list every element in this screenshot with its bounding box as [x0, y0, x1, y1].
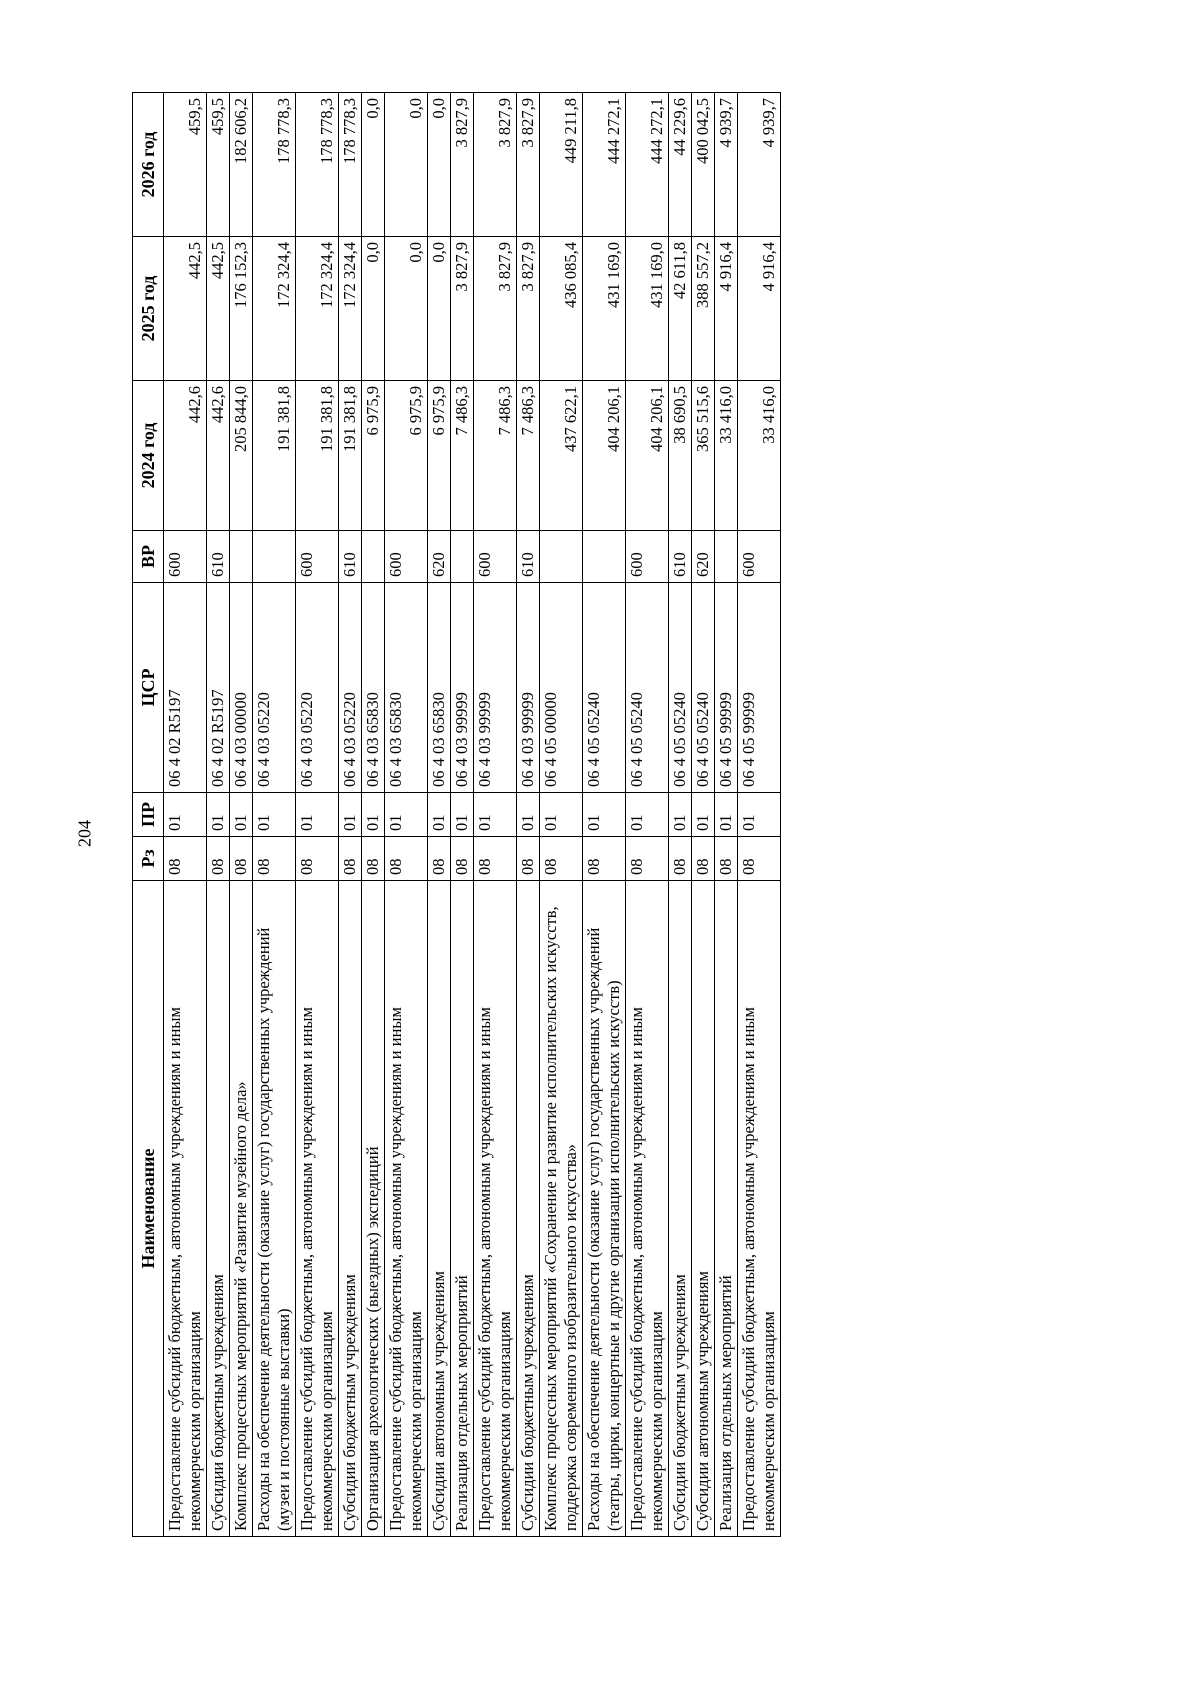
cell-rz: 08: [540, 837, 583, 881]
table-row: [385, 93, 428, 1537]
cell-y2026: 44 229,6: [669, 93, 692, 237]
cell-y2024: 404 206,1: [626, 381, 669, 531]
cell-name: Предоставление субсидий бюджетным, автономным учреждениям и иным некоммерческим организациям: [164, 881, 207, 1537]
cell-name: Комплекс процессных мероприятий «Сохранение и развитие исполнительских искусств, поддержка современного изобразительного искусства»: [540, 881, 583, 1537]
cell-y2026: 182 606,2: [230, 93, 253, 237]
cell-csr: 06 4 03 05220: [339, 583, 362, 793]
cell-pr: 01: [296, 793, 339, 837]
column-header: ПР: [133, 793, 164, 837]
budget-table-container: [132, 93, 1076, 1537]
cell-y2025: 172 324,4: [339, 237, 362, 381]
cell-vr: [715, 531, 738, 583]
cell-name: Реализация отдельных мероприятий: [715, 881, 738, 1537]
table-row: [451, 93, 474, 1537]
cell-y2024: 7 486,3: [517, 381, 540, 531]
cell-rz: 08: [296, 837, 339, 881]
cell-vr: 620: [428, 531, 451, 583]
cell-csr: 06 4 02 R5197: [164, 583, 207, 793]
table-row: [626, 93, 669, 1537]
cell-pr: 01: [385, 793, 428, 837]
table-row: [715, 93, 738, 1537]
cell-y2024: 442,6: [207, 381, 230, 531]
cell-rz: 08: [583, 837, 626, 881]
cell-y2025: 442,5: [164, 237, 207, 381]
cell-y2025: 0,0: [385, 237, 428, 381]
cell-rz: 08: [451, 837, 474, 881]
cell-pr: 01: [738, 793, 781, 837]
cell-y2026: 444 272,1: [626, 93, 669, 237]
cell-csr: 06 4 03 05220: [253, 583, 296, 793]
cell-name: Предоставление субсидий бюджетным, автономным учреждениям и иным некоммерческим организациям: [474, 881, 517, 1537]
cell-name: Комплекс процессных мероприятий «Развитие музейного дела»: [230, 881, 253, 1537]
cell-rz: 08: [738, 837, 781, 881]
table-row: [339, 93, 362, 1537]
cell-name: Организация археологических (выездных) экспедиций: [362, 881, 385, 1537]
cell-csr: 06 4 03 99999: [474, 583, 517, 793]
cell-name: Субсидии бюджетным учреждениям: [207, 881, 230, 1537]
table-row: [362, 93, 385, 1537]
cell-name: Субсидии бюджетным учреждениям: [517, 881, 540, 1537]
cell-y2024: 7 486,3: [474, 381, 517, 531]
cell-y2026: 0,0: [385, 93, 428, 237]
cell-rz: 08: [428, 837, 451, 881]
cell-vr: [230, 531, 253, 583]
cell-name: Предоставление субсидий бюджетным, автономным учреждениям и иным некоммерческим организациям: [385, 881, 428, 1537]
table-row: [517, 93, 540, 1537]
cell-y2025: 431 169,0: [626, 237, 669, 381]
cell-y2024: 205 844,0: [230, 381, 253, 531]
cell-name: Субсидии автономным учреждениям: [428, 881, 451, 1537]
cell-vr: 600: [738, 531, 781, 583]
cell-y2025: 4 916,4: [715, 237, 738, 381]
table-row: [207, 93, 230, 1537]
page-number: 204: [74, 820, 95, 847]
cell-y2024: 33 416,0: [715, 381, 738, 531]
column-header: Наименование: [133, 881, 164, 1537]
cell-rz: 08: [692, 837, 715, 881]
cell-y2025: 388 557,2: [692, 237, 715, 381]
cell-rz: 08: [164, 837, 207, 881]
cell-y2024: 365 515,6: [692, 381, 715, 531]
cell-y2026: 0,0: [428, 93, 451, 237]
table-row: [669, 93, 692, 1537]
cell-csr: 06 4 05 05240: [583, 583, 626, 793]
column-header: ВР: [133, 531, 164, 583]
table-row: [296, 93, 339, 1537]
cell-y2026: 0,0: [362, 93, 385, 237]
cell-pr: 01: [362, 793, 385, 837]
table-row: [583, 93, 626, 1537]
table-header-row: [133, 93, 164, 1537]
cell-y2026: 444 272,1: [583, 93, 626, 237]
cell-y2025: 0,0: [428, 237, 451, 381]
table-row: [540, 93, 583, 1537]
cell-pr: 01: [207, 793, 230, 837]
cell-csr: 06 4 05 05240: [626, 583, 669, 793]
cell-y2026: 178 778,3: [296, 93, 339, 237]
cell-y2026: 3 827,9: [474, 93, 517, 237]
cell-rz: 08: [669, 837, 692, 881]
cell-y2026: 449 211,8: [540, 93, 583, 237]
cell-y2026: 459,5: [164, 93, 207, 237]
column-header: 2026 год: [133, 93, 164, 237]
cell-vr: 600: [474, 531, 517, 583]
cell-rz: 08: [715, 837, 738, 881]
cell-y2024: 33 416,0: [738, 381, 781, 531]
column-header: ЦСР: [133, 583, 164, 793]
cell-vr: 600: [164, 531, 207, 583]
table-row: [253, 93, 296, 1537]
cell-y2026: 178 778,3: [253, 93, 296, 237]
cell-pr: 01: [230, 793, 253, 837]
cell-pr: 01: [428, 793, 451, 837]
cell-rz: 08: [230, 837, 253, 881]
table-body: [164, 93, 781, 1537]
column-header: 2024 год: [133, 381, 164, 531]
cell-pr: 01: [583, 793, 626, 837]
cell-name: Расходы на обеспечение деятельности (оказание услуг) государственных учреждений (музеи и постоянные выставки): [253, 881, 296, 1537]
cell-pr: 01: [626, 793, 669, 837]
cell-csr: 06 4 05 99999: [715, 583, 738, 793]
cell-rz: 08: [626, 837, 669, 881]
cell-csr: 06 4 05 00000: [540, 583, 583, 793]
table-row: [164, 93, 207, 1537]
cell-y2024: 437 622,1: [540, 381, 583, 531]
cell-name: Реализация отдельных мероприятий: [451, 881, 474, 1537]
cell-y2024: 38 690,5: [669, 381, 692, 531]
budget-table: [132, 92, 781, 1537]
cell-csr: 06 4 05 05240: [692, 583, 715, 793]
cell-name: Расходы на обеспечение деятельности (оказание услуг) государственных учреждений (театры, цирки, концертные и другие организации исполнительских искусств): [583, 881, 626, 1537]
cell-name: Субсидии автономным учреждениям: [692, 881, 715, 1537]
cell-csr: 06 4 02 R5197: [207, 583, 230, 793]
cell-csr: 06 4 05 99999: [738, 583, 781, 793]
table-row: [738, 93, 781, 1537]
cell-y2024: 6 975,9: [385, 381, 428, 531]
cell-name: Субсидии бюджетным учреждениям: [339, 881, 362, 1537]
cell-y2026: 178 778,3: [339, 93, 362, 237]
cell-rz: 08: [253, 837, 296, 881]
cell-y2024: 191 381,8: [253, 381, 296, 531]
cell-pr: 01: [692, 793, 715, 837]
cell-y2026: 3 827,9: [517, 93, 540, 237]
cell-rz: 08: [385, 837, 428, 881]
cell-y2026: 3 827,9: [451, 93, 474, 237]
column-header: Рз: [133, 837, 164, 881]
table-row: [692, 93, 715, 1537]
cell-y2024: 6 975,9: [362, 381, 385, 531]
cell-csr: 06 4 03 65830: [428, 583, 451, 793]
cell-y2025: 0,0: [362, 237, 385, 381]
cell-y2026: 400 042,5: [692, 93, 715, 237]
cell-y2025: 42 611,8: [669, 237, 692, 381]
cell-rz: 08: [339, 837, 362, 881]
cell-y2025: 431 169,0: [583, 237, 626, 381]
cell-vr: 610: [207, 531, 230, 583]
cell-vr: [362, 531, 385, 583]
cell-vr: 600: [385, 531, 428, 583]
cell-vr: 610: [669, 531, 692, 583]
cell-csr: 06 4 03 65830: [385, 583, 428, 793]
cell-pr: 01: [474, 793, 517, 837]
cell-pr: 01: [669, 793, 692, 837]
cell-y2025: 4 916,4: [738, 237, 781, 381]
cell-vr: 610: [339, 531, 362, 583]
table-row: [474, 93, 517, 1537]
cell-pr: 01: [339, 793, 362, 837]
cell-rz: 08: [474, 837, 517, 881]
cell-csr: 06 4 03 00000: [230, 583, 253, 793]
cell-y2024: 191 381,8: [296, 381, 339, 531]
cell-csr: 06 4 05 05240: [669, 583, 692, 793]
cell-vr: [253, 531, 296, 583]
cell-y2024: 7 486,3: [451, 381, 474, 531]
cell-pr: 01: [253, 793, 296, 837]
cell-csr: 06 4 03 65830: [362, 583, 385, 793]
cell-vr: [451, 531, 474, 583]
cell-rz: 08: [207, 837, 230, 881]
cell-y2025: 3 827,9: [451, 237, 474, 381]
cell-vr: 610: [517, 531, 540, 583]
cell-name: Предоставление субсидий бюджетным, автономным учреждениям и иным некоммерческим организациям: [738, 881, 781, 1537]
cell-vr: [583, 531, 626, 583]
cell-y2024: 442,6: [164, 381, 207, 531]
cell-y2025: 176 152,3: [230, 237, 253, 381]
cell-vr: 600: [296, 531, 339, 583]
cell-y2026: 4 939,7: [738, 93, 781, 237]
cell-name: Предоставление субсидий бюджетным, автономным учреждениям и иным некоммерческим организациям: [626, 881, 669, 1537]
column-header: 2025 год: [133, 237, 164, 381]
cell-rz: 08: [362, 837, 385, 881]
cell-y2025: 3 827,9: [517, 237, 540, 381]
cell-y2026: 4 939,7: [715, 93, 738, 237]
cell-pr: 01: [715, 793, 738, 837]
cell-vr: 620: [692, 531, 715, 583]
cell-y2024: 191 381,8: [339, 381, 362, 531]
cell-vr: 600: [626, 531, 669, 583]
cell-y2025: 172 324,4: [296, 237, 339, 381]
cell-y2024: 6 975,9: [428, 381, 451, 531]
cell-y2025: 436 085,4: [540, 237, 583, 381]
table-row: [428, 93, 451, 1537]
table-row: [230, 93, 253, 1537]
cell-name: Субсидии бюджетным учреждениям: [669, 881, 692, 1537]
cell-csr: 06 4 03 99999: [451, 583, 474, 793]
cell-pr: 01: [164, 793, 207, 837]
cell-y2025: 442,5: [207, 237, 230, 381]
cell-csr: 06 4 03 99999: [517, 583, 540, 793]
cell-pr: 01: [517, 793, 540, 837]
cell-y2024: 404 206,1: [583, 381, 626, 531]
cell-name: Предоставление субсидий бюджетным, автономным учреждениям и иным некоммерческим организациям: [296, 881, 339, 1537]
cell-y2025: 3 827,9: [474, 237, 517, 381]
cell-vr: [540, 531, 583, 583]
cell-pr: 01: [540, 793, 583, 837]
cell-y2026: 459,5: [207, 93, 230, 237]
cell-csr: 06 4 03 05220: [296, 583, 339, 793]
cell-pr: 01: [451, 793, 474, 837]
cell-rz: 08: [517, 837, 540, 881]
cell-y2025: 172 324,4: [253, 237, 296, 381]
